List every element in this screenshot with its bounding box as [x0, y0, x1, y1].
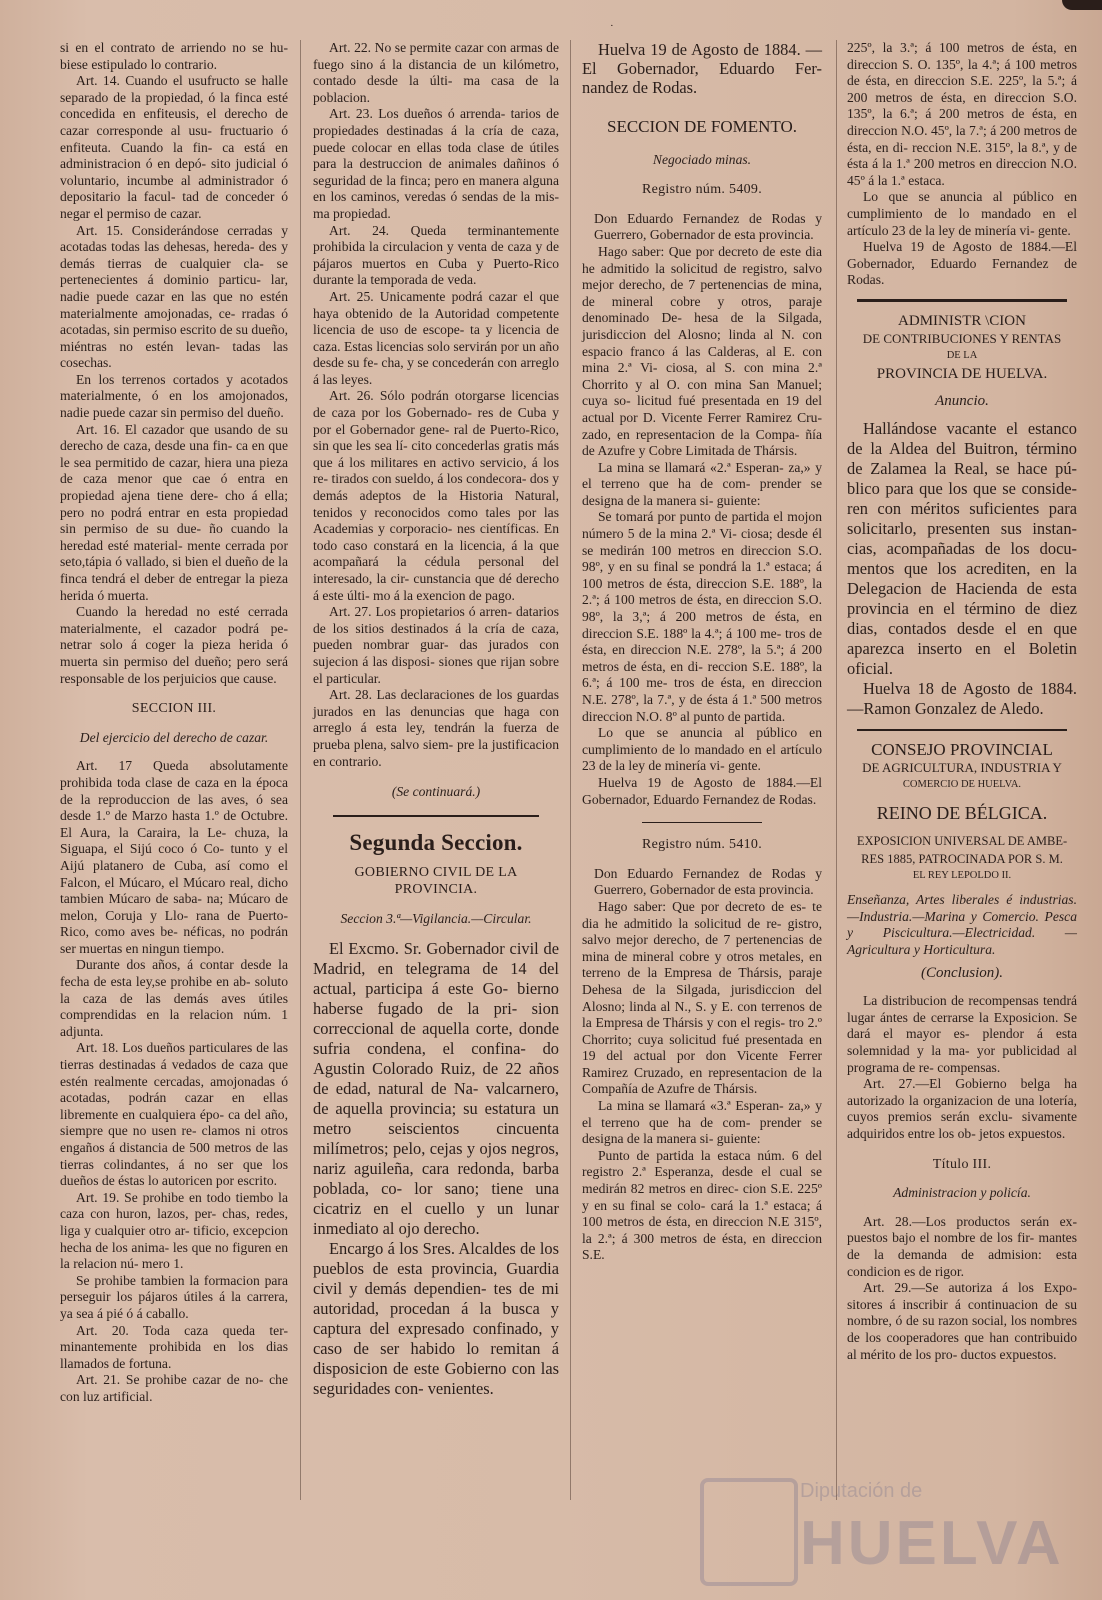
paragraph: Huelva 18 de Agosto de 1884. —Ramon Gonzalez de Aledo. — [847, 679, 1077, 719]
registry-heading: Registro núm. 5409. — [641, 182, 763, 198]
column-1 — [60, 40, 288, 1406]
column-rule — [300, 40, 301, 1500]
paragraph: El Excmo. Sr. Gobernador civil de Madrid, en telegrama de 14 del actual, participa á este Go- bierno haberse fugado de la pri- sion correccional de aquella corte, donde sufria condena, el confina- do Agustin Colorado Ruiz, de 22 años de edad, natural de Na- valcarnero, de aquella provincia; su estatura un metro seiscientos cincuenta milímetros; pelo, cejas y ojos negros, nariz aguileña, cara redonda, barba poblada, co- lor sano; tiene una cicatriz en el cuello y un lunar inmediato al ojo derecho. — [313, 939, 559, 1239]
paragraph: Art. 20. Toda caza queda ter- minantemente prohibida en los dias llamados de fortuna. — [60, 1322, 288, 1371]
paragraph: Art. 17 Queda absolutamente prohibida toda clase de caza en la época de la reproduccion de las aves, ó sea desde 1.º de Marzo hasta 1.º de Octubre. El Aura, la Caraira, la Le- chuza, la Siguapa, el Sijú coco ó Co- tunto y el Aijú platanero de Cuba, así como el Falcon, el Múcaro, el Múcaro real, dicho tambien Múcaro de saba- na; Múcaro de melon, Coruja y Llo- rana de Puerto-Rico, como aves be- néficas, no podrán ser muertas en ningun tiempo. — [60, 758, 288, 956]
section-heading: SECCION III. — [131, 701, 217, 717]
paragraph: La distribucion de recompensas tendrá lugar ántes de cerrarse la Exposicion. Se dará el mayor es- plendor á esta solemnidad y la ma- yor publicidad al programa de re- compensas. — [847, 993, 1077, 1075]
office-heading: PROVINCIA DE HUELVA. — [876, 365, 1048, 382]
office-heading: DE AGRICULTURA, INDUSTRIA Y — [862, 760, 1062, 776]
paragraph: La mina se llamará «3.ª Esperan- za,» y el terreno que ha de com- prender se designa de la manera si- guiente: — [582, 1098, 822, 1147]
office-heading: COMERCIO DE HUELVA. — [902, 779, 1022, 791]
paragraph: La mina se llamará «2.ª Esperan- za,» y el terreno que ha de com- prender se designa de la manera si- guiente: — [582, 459, 822, 508]
diputacion-logo-icon — [700, 1478, 798, 1586]
paragraph: Art. 18. Los dueños particulares de las tierras destinadas á vedados de caza que estén realmente cercadas, amojonadas ó acotadas, podrán cazar en ellas libremente en cualquiera épo- ca del año, siempre que no usen re- clamos ni otros engaños á distancia de 500 metros de las tierras colindantes, á no ser que los dueños de éstas lo autoricen por escrito. — [60, 1040, 288, 1189]
column-rule — [570, 40, 571, 1500]
divider — [857, 729, 1067, 731]
watermark-line-1: Diputación de — [800, 1480, 923, 1502]
title-heading: Título III. — [932, 1156, 992, 1172]
paragraph: Encargo á los Sres. Alcaldes de los pueblos de esta provincia, Guardia civil y demás dependien- tes de mi autoridad, procedan á la busca y captura del expresado confinado, y caso de ser habido lo remitan á disposicion de este Gobierno con las seguridades con- venientes. — [313, 1239, 559, 1399]
office-heading: GOBIERNO CIVIL DE LA PROVINCIA. — [354, 865, 518, 897]
paragraph: Art. 23. Los dueños ó arrenda- tarios de propiedades destinadas á la cría de caza, puede colocar en ellas toda clase de útiles para la destruccion de animales dañinos ó seguridad de la finca; pero en manera alguna en los caminos, veredas ó sendas de la mis- ma propiedad. — [313, 106, 559, 221]
section-title: Segunda Seccion. — [349, 829, 523, 855]
office-heading: CONSEJO PROVINCIAL — [871, 740, 1053, 760]
conclusion-label: (Conclusion). — [920, 964, 1004, 981]
paragraph: Art. 24. Queda terminantemente prohibida la circulacion y venta de caza y de pájaros muertos en Cuba y Puerto-Rico durante la temporada de veda. — [313, 222, 559, 288]
paragraph: Art. 16. El cazador que usando de su derecho de caza, desde una fin- ca en que le sea permitido de cazar, hiera una pieza de caza menor que cae ó entra en propiedad ajena tiene dere- cho á ella; pero no podrá entrar en esta propiedad sin permiso de su due- ño cuando la heredad esté material- mente cerrada por seto,tápia ó vallado, si bien el dueño de la finca tendrá el deber de entregar la pieza herida ó muerta. — [60, 421, 288, 603]
exposition-title: EXPOSICION UNIVERSAL DE AMBE- RES 1885, PATROCINADA POR S. M. — [856, 833, 1068, 866]
continued-note: (Se continuará.) — [391, 784, 481, 800]
paragraph: Art. 25. Unicamente podrá cazar el que haya obtenido de la Autoridad competente licencia de uso de escope- ta y licencia de caza. Estas licencias solo servirán por un año desde su fe- cha, y se concederán con arreglo á las leyes. — [313, 288, 559, 387]
paragraph: si en el contrato de arriendo no se hu- biese estipulado lo contrario. — [60, 40, 288, 72]
exposition-patron: EL REY LEPOLDO II. — [912, 869, 1012, 881]
paragraph: Lo que se anuncia al público en cumplimiento de lo mandado en el artículo 23 de la ley de minería vi- gente. — [847, 189, 1077, 238]
paragraph: Huelva 19 de Agosto de 1884.—El Gobernador, Eduardo Fernandez de Rodas. — [582, 774, 822, 807]
paragraph: Huelva 19 de Agosto de 1884. —El Gobernador, Eduardo Fer- nandez de Rodas. — [582, 40, 822, 97]
page-mark: · — [610, 20, 614, 32]
paragraph: Hago saber: Que por decreto de es- te dia he admitido la solicitud de re- gistro, salvo mejor derecho, de 7 pertenencias de mina de mineral cobre y otros metales, en terreno de la Empresa de Thársis, paraje Dehesa de la Silgada, jurisdiccion del Alosno; linda al N., S. y E. con terrenos de la Empresa de Thársis y con el regis- tro 2.º Chorrito; cuya solicitud fué presentada en 19 del actual por don Vicente Ferrer Ramirez Cruzado, en representacion de la Compañía de Azufre de Thársis. — [582, 898, 822, 1097]
section-heading: REINO DE BÉLGICA. — [876, 802, 1048, 823]
exposition-categories: Enseñanza, Artes liberales é industrias. —Industria.—Marina y Comercio. Pesca y Piscicultura.—Electricidad. —Agricultura y Horticultura. — [847, 892, 1077, 958]
section-heading: SECCION DE FOMENTO. — [606, 117, 797, 136]
notice-label: Anuncio. — [935, 392, 989, 409]
column-3 — [582, 40, 822, 1264]
paragraph: Art. 28. Las declaraciones de los guardas jurados en las denuncias que haga con arreglo á esta ley, tendrán la fuerza de prueba plena, salvo siem- pre la justificacion en contrario. — [313, 687, 559, 769]
paragraph: Se tomará por punto de partida el mojon número 5 de la mina 2.ª Vi- ciosa; desde él se medirán 100 metros en direccion S.O. 98º, y en su final se pondrá la 1.ª estaca; á 100 metros de ésta, direccion S.E. 188º, la 2.ª; á 100 metros de ésta, en direccion S.O. 98º, la 3,ª; á 200 metros de ésta, en direccion S.E. 188º la 4.ª; á 100 me- tros de ésta, en direccion N.E. 278º, la 5.ª; á 200 metros de ésta, en di- reccion S.E. 188º, la 6.ª; á 100 me- tros de ésta, en direccion N.E. 278º, la 7.ª, y de ésta á 1.ª 500 metros direccion N.O. 8º al punto de partida. — [582, 509, 822, 724]
column-rule — [836, 40, 837, 1500]
paragraph: Don Eduardo Fernandez de Rodas y Guerrero, Gobernador de esta provincia. — [594, 865, 822, 898]
paragraph: Durante dos años, á contar desde la fecha de esta ley,se prohibe en ab- soluto la caza de las demás aves útiles comprendidas en la relacion núm. 1 adjunta. — [60, 957, 288, 1039]
paragraph: Cuando la heredad no esté cerrada materialmente, el cazador podrá pe- netrar solo á coger la pieza herida ó muerta sin permiso del dueño; pero será responsable de los perjuicios que cause. — [60, 604, 288, 686]
column-2 — [313, 40, 559, 1399]
paragraph: Don Eduardo Fernandez de Rodas y Guerrero, Gobernador de esta provincia. — [594, 210, 822, 243]
paragraph: Hago saber: Que por decreto de este dia he admitido la solicitud de registro, salvo mejor derecho, de 7 pertenencias de mina, de mineral cobre y otros, paraje denominado De- hesa de la Silgada, jurisdiccion del Alosno; linda al N. con espacio franco á las Calderas, al E. con mina 2.ª Vi- ciosa, al S. con mina 2.ª Chorrito y al O. con mina San Manuel; cuya so- licitud fué presentada en 19 del actual por D. Vicente Ferrer Ramirez Cru- zado, en representacion de la Compa- ñía de Azufre y Cobre Limitada de Thársis. — [582, 243, 822, 459]
section-subtitle: Administracion y policía. — [893, 1185, 1031, 1201]
paragraph: Art. 22. No se permite cazar con armas de fuego sino á la distancia de un kilómetro, contado desde la últi- ma casa de la poblacion. — [313, 40, 559, 105]
paragraph: Art. 29.—Se autoriza á los Expo- sitores á inscribir á continuacion de su nombre, ó de su razon social, los nombres de los cooperadores que han contribuido al mérito de los pro- ductos expuestos. — [847, 1280, 1077, 1362]
paragraph: Art. 27. Los propietarios ó arren- datarios de los sitios destinados á la cría de caza, pueden nombrar guar- das jurados con sujecion á las disposi- siones que rijan sobre el particular. — [313, 604, 559, 686]
paragraph: 225º, la 3.ª; á 100 metros de ésta, en direccion S. O. 135º, la 4.ª; á 100 metros de ésta, en direccion S.E. 225º, la 5.ª; á 200 metros de ésta, en direccion S.O. 135º, la 6.ª; á 200 metros de ésta, en direccion N.O. 45º, la 7.ª; á 200 metros de ésta, en di- reccion N.E. 315º, la 8.ª, y de ésta á la 1.ª 200 metros en direccion N.O. 45º á la 1.ª estaca. — [847, 40, 1077, 188]
paragraph: Art. 19. Se prohibe en todo tiembo la caza con huron, lazos, per- chas, redes, liga y cualquier otro ar- tificio, excepcion hecha de los anima- les que no figuren en la relacion nú- mero 1. — [60, 1189, 288, 1272]
paragraph: Lo que se anuncia al público en cumplimiento de lo mandado en el artículo 23 de la ley de minería vi- gente. — [582, 725, 822, 774]
paragraph: Art. 27.—El Gobierno belga ha autorizado la organizacion de una lotería, cuyos premios serán exclu- sivamente adquiridos entre los ob- jetos expuestos. — [847, 1076, 1077, 1141]
paragraph: Punto de partida la estaca núm. 6 del registro 2.ª Esperanza, desde el cual se medirán 82 metros en direc- cion S.E. 225º y en su final se colo- cará la 1.ª estaca; á 100 metros de ésta, en direccion N.E 315º, la 2.ª; á 300 metros de ésta, en direccion S.E. — [582, 1147, 822, 1263]
paragraph: Huelva 19 de Agosto de 1884.—El Gobernador, Eduardo Fernandez de Rodas. — [847, 239, 1077, 288]
registry-heading: Registro núm. 5410. — [641, 837, 763, 853]
page-corner-mark — [1062, 0, 1102, 10]
divider — [642, 822, 762, 823]
office-heading: DE CONTRIBUCIONES Y RENTAS — [862, 330, 1062, 346]
section-subtitle: Del ejercicio del derecho de cazar. — [79, 729, 269, 745]
paragraph: Hallándose vacante el estanco de la Aldea del Buitron, término de Zalamea la Real, se hace pú- blico para que los que se conside- ren con méritos suficientes para solicitarlo, presenten sus instan- cias, acompañadas de los docu- mentos que los acrediten, en la Delegacion de Hacienda de esta provincia en el término de diez dias, contados desde el en que aparezca inserto en el Boletin oficial. — [847, 419, 1077, 679]
office-heading: DE LA — [946, 349, 978, 361]
watermark-line-2: HUELVA — [800, 1509, 1064, 1578]
paragraph: Art. 28.—Los productos serán ex- puestos bajo el nombre de los fir- mantes de la demanda de admision: esta condicion es de rigor. — [847, 1213, 1077, 1279]
paragraph: Art. 26. Sólo podrán otorgarse licencias de caza por los Gobernado- res de Cuba y por el Gobernador gene- ral de Puerto-Rico, sin que les sea lí- cito concederlas gratis más que á los militares en activo servicio, á los re- tirados con sueldo, á los condecora- dos y demás adeptos de la Historia Natural, tenidos y reconocidos como tales por las Academias y corporacio- nes científicas. En todo caso constará en la licencia, á la que acompañará la cédula personal del interesado, la cir- cunstancia que dé derecho á este últi- mo á la exencion de pago. — [313, 388, 559, 603]
column-4 — [847, 40, 1077, 1363]
section-subtitle: Seccion 3.ª—Vigilancia.—Circular. — [340, 910, 532, 926]
paragraph: Art. 21. Se prohibe cazar de no- che con luz artificial. — [60, 1372, 288, 1404]
paragraph: Se prohibe tambien la formacion para perseguir los pájaros útiles á la carrera, ya sea á pié ó á caballo. — [60, 1272, 288, 1321]
section-subtitle: Negociado minas. — [652, 151, 752, 167]
office-heading: ADMINISTR \CION — [898, 312, 1026, 329]
paragraph: Art. 15. Considerándose cerradas y acotadas todas las dehesas, hereda- des y demás tierras de cualquier cla- se pertenecientes á dominio particu- lar, nadie puede cazar en las que no estén materialmente amojonadas, ce- rradas ó acotadas, sin permiso escrito de su dueño, miéntras no estén levan- tadas las cosechas. — [60, 222, 289, 371]
divider — [333, 815, 539, 817]
archive-watermark — [700, 1478, 1080, 1588]
paragraph: Art. 14. Cuando el usufructo se halle separado de la propiedad, ó la finca esté concedida en enfiteusis, el derecho de cazar corresponde al usu- fructuario ó enfiteuta. Cuando la fin- ca está en administracion ó en depó- sito judicial ó voluntario, incumbe al administrador ó depositario la facul- tad de conceder ó negar el permiso de cazar. — [60, 73, 288, 221]
divider — [857, 299, 1067, 302]
paragraph: En los terrenos cortados y acotados materialmente, ó en los amojonados, nadie puede cazar sin permiso del dueño. — [60, 371, 288, 421]
